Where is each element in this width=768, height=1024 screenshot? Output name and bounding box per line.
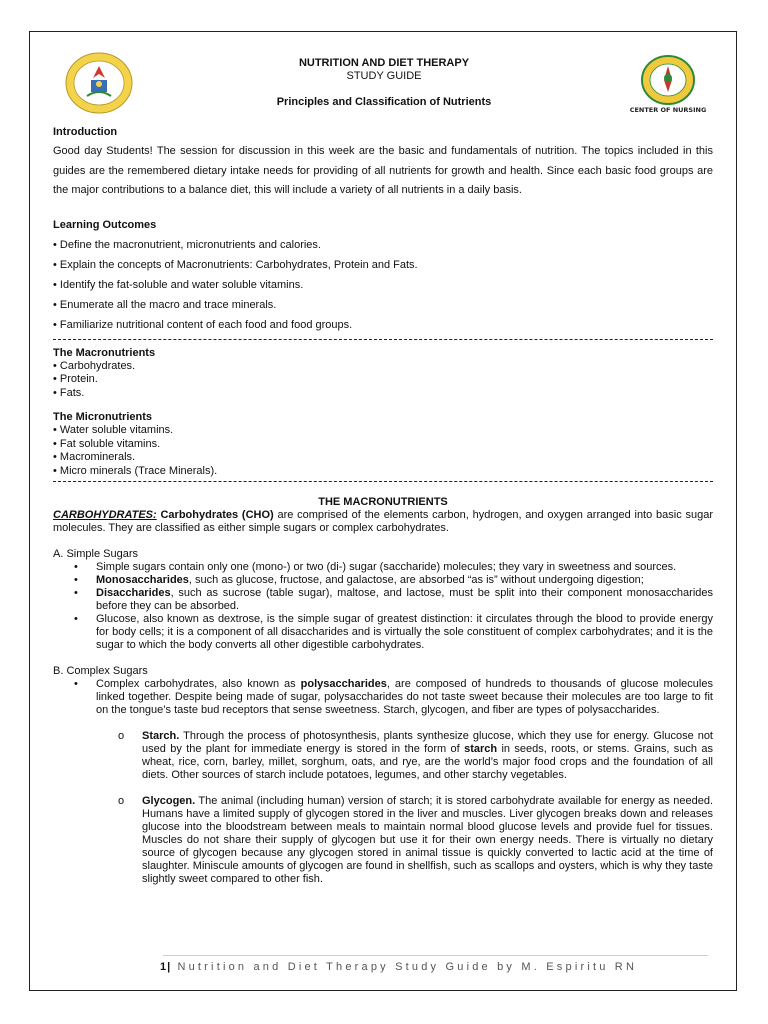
- introduction-text: Good day Students! The session for discussion in this week are the basic and fundamentals of nutrition. The topics included in this guides are the remembered dietary intake needs for providing of all nutrients for growth and health. Since each basic food groups are the major contributions to a balance diet, this will include a variety of all nutrients in a daily basis.: [53, 145, 713, 196]
- learning-outcomes-list: [53, 238, 713, 338]
- complex-sugars-list: [53, 678, 713, 717]
- micronutrients-heading: The Micronutrients: [53, 411, 153, 423]
- list-item: • Simple sugars contain only one (mono-) or two (di-) sugar (saccharide) molecules; they vary in sweetness and sources.: [74, 561, 677, 573]
- complex-sugars-heading: B. Complex Sugars: [53, 665, 148, 677]
- dashed-divider: [53, 481, 713, 482]
- bullet: •: [74, 678, 78, 690]
- document-title: NUTRITION AND DIET THERAPY: [298, 57, 470, 69]
- simple-sugars-heading: A. Simple Sugars: [53, 548, 138, 560]
- introduction-heading: Introduction: [53, 126, 118, 138]
- document-topic: Principles and Classification of Nutrients: [276, 96, 492, 108]
- list-item: • Explain the concepts of Macronutrients: Carbohydrates, Protein and Fats.: [53, 258, 418, 271]
- list-item: • Disaccharides, such as sucrose (table sugar), maltose, and lactose, must be split into their component monosaccharides before they can be absorbed.: [74, 587, 713, 612]
- list-item: • Complex carbohydrates, also known as polysaccharides, are composed of hundreds to thousands of glucose molecules linked together. Despite being made of sugar, polysaccharides do not taste sweet because their molecules are too large to fit on the tongue’s taste bud receptors that sense sweetness. Starch, glycogen, and fiber are types of polysaccharides.: [74, 678, 713, 716]
- carbohydrates-intro: [53, 509, 713, 535]
- list-item: • Monosaccharides, such as glucose, fructose, and galactose, are absorbed “as is” without undergoing digestion;: [74, 574, 644, 586]
- footer-divider: [163, 955, 708, 956]
- list-item: • Water soluble vitamins.: [53, 424, 174, 436]
- simple-sugars-list: [53, 561, 713, 652]
- list-item: • Macrominerals.: [53, 451, 136, 463]
- document-subtitle: STUDY GUIDE: [346, 70, 422, 82]
- list-item: • Familiarize nutritional content of each food and food groups.: [53, 318, 353, 331]
- list-item: • Fat soluble vitamins.: [53, 437, 161, 450]
- list-item: • Define the macronutrient, micronutrients and calories.: [53, 238, 321, 251]
- list-item: • Fats.: [53, 386, 85, 399]
- carbohydrates-label: CARBOHYDRATES:: [53, 509, 157, 521]
- glycogen-paragraph: o Glycogen. The animal (including human) version of starch; it is stored carbohydrate available for energy as needed. Humans have a limited supply of glycogen stored in the liver and muscles. Liver glycogen breaks down and releases glucose into the bloodstream between meals to maintain normal blood glucose levels and provide fuel for tissues. Muscles do not share their supply of glycogen but use it for their own energy needs. There is virtually no dietary source of glycogen because any glycogen stored in animal tissue is quickly converted to lactic acid at the time of slaughter. Miniscule amounts of glycogen are found in shellfish, such as scallops and oysters, which is why they taste slightly sweet compared to other fish.: [118, 795, 713, 885]
- document-body: [53, 126, 713, 886]
- page-footer: [160, 961, 637, 973]
- starch-paragraph: o Starch. Through the process of photosynthesis, plants synthesize glucose, which they use for energy. Glucose not used by the plant for immediate energy is stored in the form of starch in seeds, roots, or stems. Grains, such as wheat, rice, corn, barley, millet, sorghum, oats, and rye, are the world’s major food crops and the foundation of all diets. Other sources of starch include potatoes, legumes, and other starchy vegetables.: [118, 730, 713, 781]
- list-item: • Enumerate all the macro and trace minerals.: [53, 298, 277, 311]
- svg-text:CENTER OF NURSING: CENTER OF NURSING: [629, 106, 707, 114]
- carbohydrates-term: Carbohydrates (CHO): [160, 509, 274, 521]
- learning-outcomes-heading: Learning Outcomes: [53, 218, 157, 231]
- bullet: •: [74, 574, 78, 586]
- list-item: • Micro minerals (Trace Minerals).: [53, 464, 218, 477]
- page-number: 1|: [160, 961, 172, 973]
- carbohydrates-text: are comprised of the elements carbon, hydrogen, and oxygen arranged into basic sugar molecules. They are classified as either simple sugars or complex carbohydrates.: [53, 509, 713, 534]
- macronutrients-list: [53, 360, 713, 401]
- list-item: • Carbohydrates.: [53, 359, 136, 372]
- sub-bullet: o: [118, 730, 125, 742]
- list-item: • Protein.: [53, 373, 98, 385]
- list-item: • Glucose, also known as dextrose, is the simple sugar of greatest distinction: it circulates through the blood to provide energy for body cells; it is a component of all disaccharides and is virtually the sole constituent of complex carbohydrates; and it is the sugar to which the body converts all other digestible carbohydrates.: [74, 613, 713, 651]
- bullet: •: [74, 613, 78, 625]
- list-item: • Identify the fat-soluble and water soluble vitamins.: [53, 278, 304, 291]
- bullet: •: [74, 587, 78, 599]
- sub-bullet: o: [118, 795, 125, 807]
- macronutrients-heading: The Macronutrients: [53, 346, 156, 359]
- bullet: •: [74, 561, 78, 573]
- dashed-divider: [53, 339, 713, 340]
- footer-text: Nutrition and Diet Therapy Study Guide by M. Espiritu RN: [177, 961, 638, 973]
- micronutrients-list: [53, 424, 713, 478]
- macronutrients-section-heading: THE MACRONUTRIENTS: [318, 496, 448, 508]
